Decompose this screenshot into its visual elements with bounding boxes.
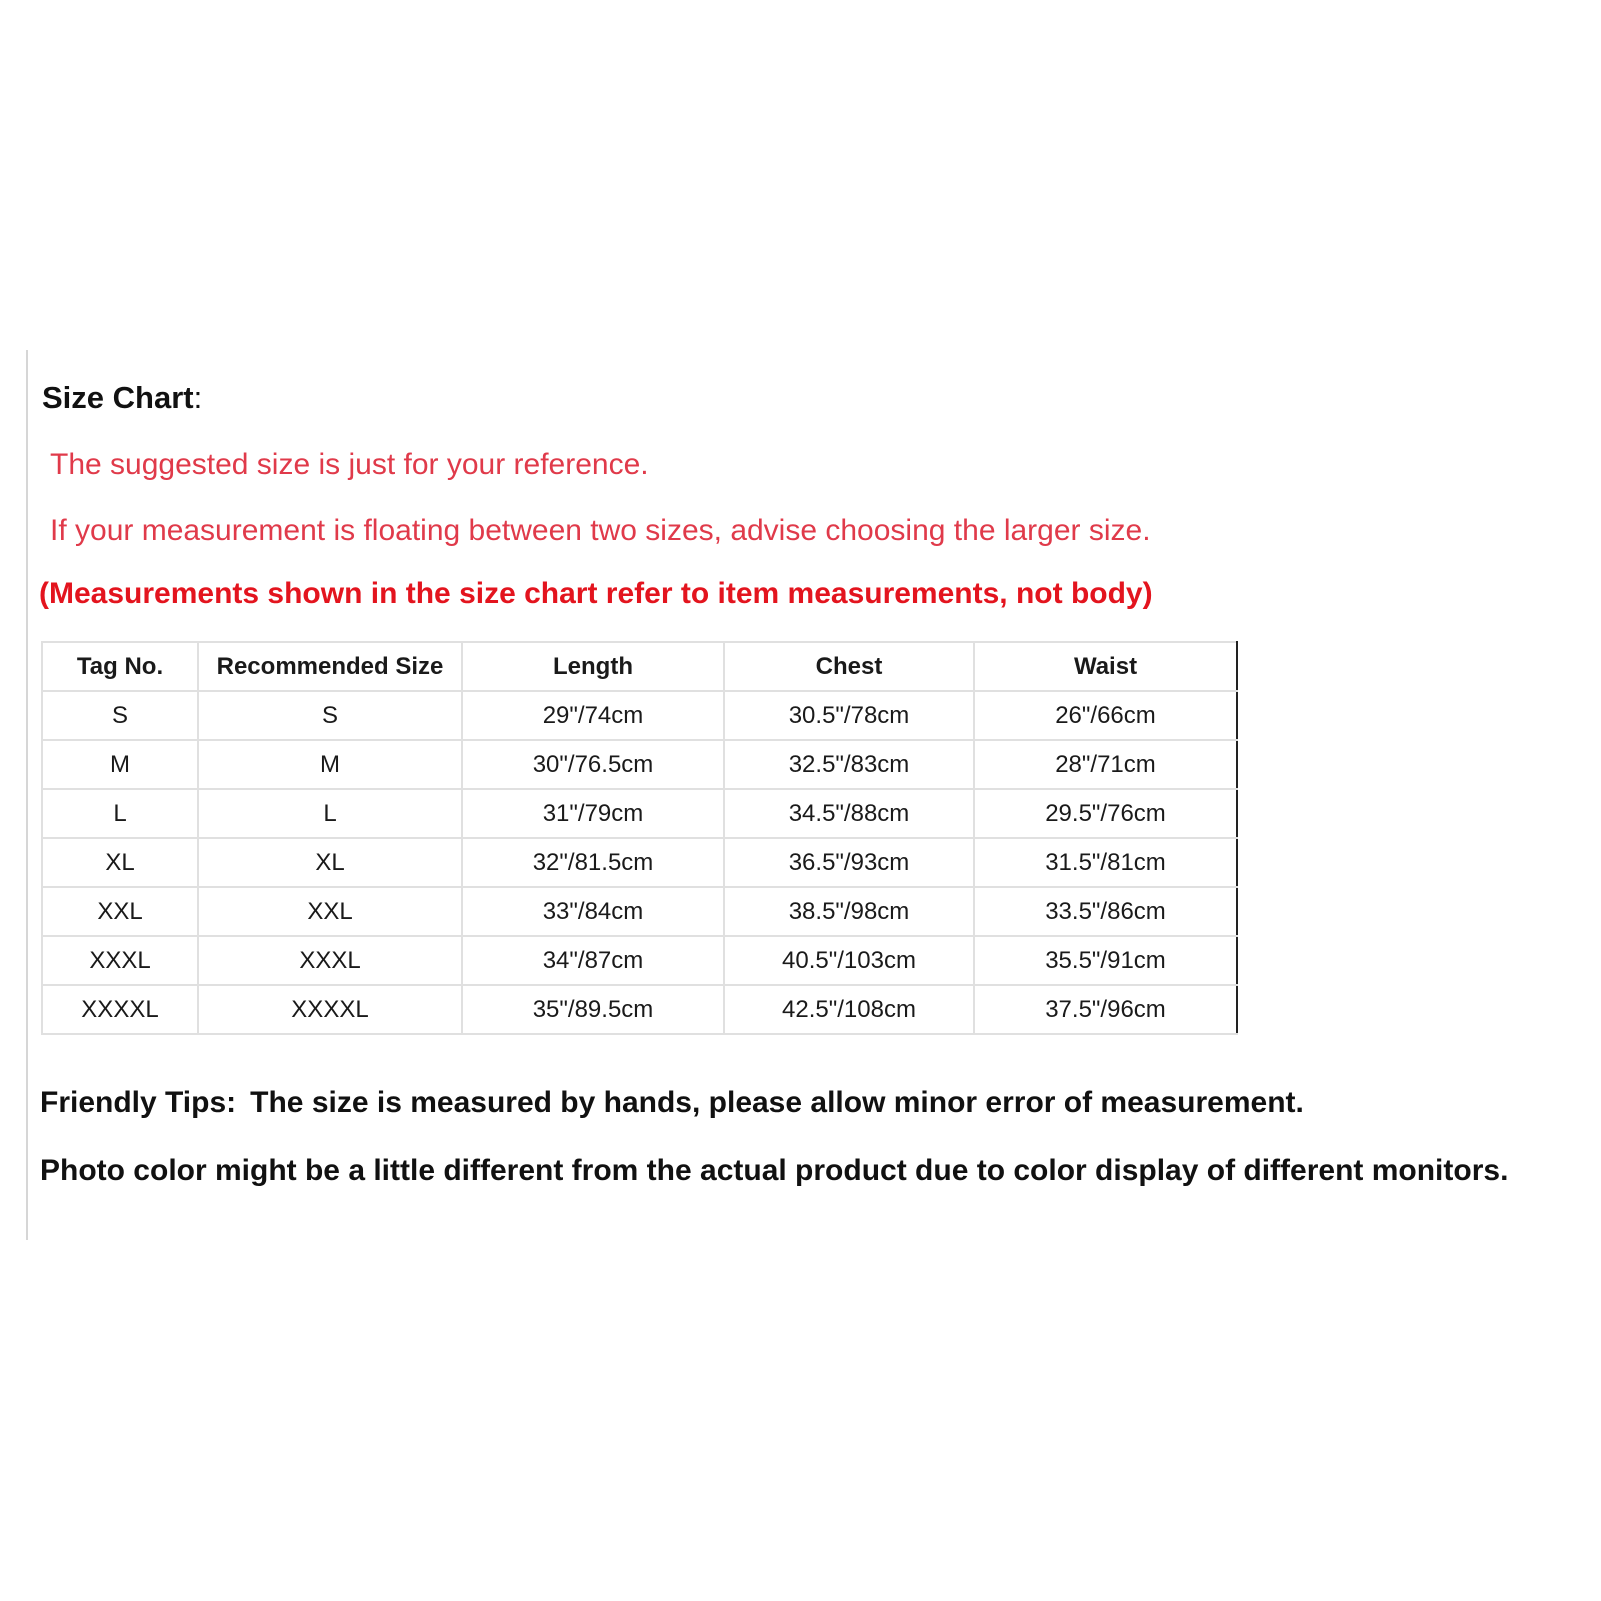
cell-recommended-size: S	[198, 691, 462, 740]
cell-recommended-size: XXXXL	[198, 985, 462, 1034]
table-row	[42, 789, 1237, 838]
cell-recommended-size: L	[198, 789, 462, 838]
column-header-recommended-size: Recommended Size	[198, 642, 462, 691]
cell-length: 31"/79cm	[462, 789, 724, 838]
cell-waist: 26"/66cm	[974, 691, 1237, 740]
column-header-chest: Chest	[724, 642, 974, 691]
column-header-length: Length	[462, 642, 724, 691]
table-header-row	[42, 642, 1237, 691]
cell-chest: 30.5"/78cm	[724, 691, 974, 740]
cell-chest: 38.5"/98cm	[724, 887, 974, 936]
table-row	[42, 985, 1237, 1034]
cell-chest: 42.5"/108cm	[724, 985, 974, 1034]
cell-length: 30"/76.5cm	[462, 740, 724, 789]
cell-recommended-size: M	[198, 740, 462, 789]
cell-waist: 31.5"/81cm	[974, 838, 1237, 887]
left-divider	[26, 350, 28, 1240]
size-table	[41, 641, 1238, 1035]
friendly-tips-label: Friendly Tips:	[40, 1086, 237, 1119]
size-chart-title	[42, 380, 202, 416]
cell-waist: 37.5"/96cm	[974, 985, 1237, 1034]
cell-chest: 32.5"/83cm	[724, 740, 974, 789]
table-row	[42, 740, 1237, 789]
size-chart-title-colon: :	[193, 380, 203, 415]
cell-tag-no: XXL	[42, 887, 198, 936]
cell-length: 29"/74cm	[462, 691, 724, 740]
column-header-waist: Waist	[974, 642, 1237, 691]
cell-chest: 36.5"/93cm	[724, 838, 974, 887]
cell-length: 32"/81.5cm	[462, 838, 724, 887]
table-row	[42, 691, 1237, 740]
sizing-advice-note: If your measurement is floating between two sizes, advise choosing the larger size.	[50, 514, 1151, 547]
reference-note: The suggested size is just for your reference.	[50, 448, 649, 481]
column-header-tag-no: Tag No.	[42, 642, 198, 691]
cell-chest: 34.5"/88cm	[724, 789, 974, 838]
cell-recommended-size: XXL	[198, 887, 462, 936]
measurement-disclaimer: (Measurements shown in the size chart refer to item measurements, not body)	[39, 577, 1153, 610]
friendly-tips-text: The size is measured by hands, please allow minor error of measurement.	[250, 1086, 1304, 1119]
cell-tag-no: M	[42, 740, 198, 789]
photo-color-note: Photo color might be a little different from the actual product due to color display of different monitors.	[40, 1154, 1509, 1187]
cell-tag-no: S	[42, 691, 198, 740]
cell-length: 33"/84cm	[462, 887, 724, 936]
cell-waist: 33.5"/86cm	[974, 887, 1237, 936]
cell-waist: 28"/71cm	[974, 740, 1237, 789]
table-row	[42, 887, 1237, 936]
cell-length: 34"/87cm	[462, 936, 724, 985]
cell-waist: 35.5"/91cm	[974, 936, 1237, 985]
cell-length: 35"/89.5cm	[462, 985, 724, 1034]
size-chart-title-text: Size Chart	[42, 380, 194, 415]
table-row	[42, 838, 1237, 887]
cell-tag-no: XXXXL	[42, 985, 198, 1034]
table-row	[42, 936, 1237, 985]
cell-recommended-size: XL	[198, 838, 462, 887]
cell-tag-no: XXXL	[42, 936, 198, 985]
cell-waist: 29.5"/76cm	[974, 789, 1237, 838]
friendly-tips	[40, 1085, 1304, 1121]
cell-tag-no: XL	[42, 838, 198, 887]
cell-chest: 40.5"/103cm	[724, 936, 974, 985]
cell-tag-no: L	[42, 789, 198, 838]
cell-recommended-size: XXXL	[198, 936, 462, 985]
